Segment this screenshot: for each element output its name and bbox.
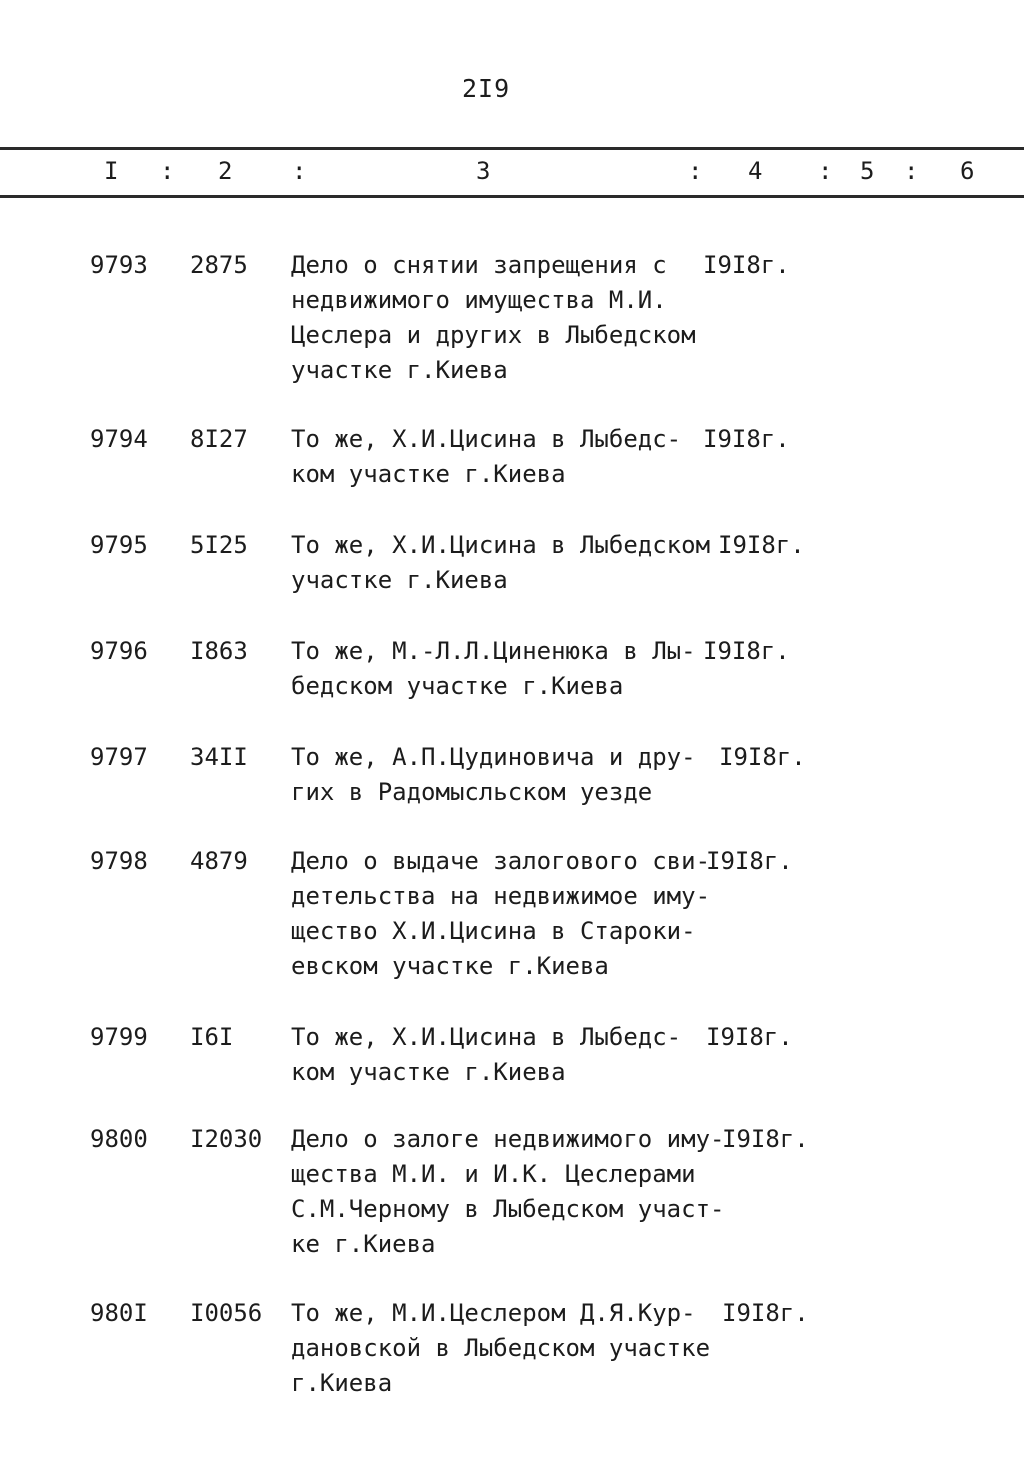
title-line: участке г.Киева <box>291 356 508 384</box>
record-number: 9800 <box>90 1125 148 1153</box>
record-title <box>291 528 721 598</box>
record-title <box>291 844 721 984</box>
old-record-number: I863 <box>190 637 248 665</box>
title-line: г.Киева <box>291 1369 393 1397</box>
old-record-number: 4879 <box>190 847 248 875</box>
header-rule-top <box>0 147 1024 150</box>
record-title <box>291 248 721 388</box>
record-number: 9796 <box>90 637 148 665</box>
title-line: дановской в Лыбедском участке <box>291 1334 711 1362</box>
header-col1: I <box>104 157 119 185</box>
title-line: То же, Х.И.Цисина в Лыбедс- <box>291 425 682 453</box>
record-title <box>291 1296 721 1401</box>
title-line: То же, Х.И.Цисина в Лыбедском <box>291 531 711 559</box>
title-line: ке г.Киева <box>291 1230 436 1258</box>
record-number: 9794 <box>90 425 148 453</box>
title-line: То же, М.-Л.Л.Циненюка в Лы- <box>291 637 696 665</box>
record-number: 980I <box>90 1299 148 1327</box>
title-line: гих в Радомысльском уезде <box>291 778 653 806</box>
header-col4: 4 <box>748 157 763 185</box>
header-separator: : <box>160 157 175 185</box>
title-line: Цеслера и других в Лыбедском <box>291 321 696 349</box>
record-title <box>291 422 721 492</box>
record-date: I9I8г. <box>703 425 790 453</box>
record-title <box>291 740 721 810</box>
title-line: бедском участке г.Киева <box>291 672 624 700</box>
old-record-number: 5I25 <box>190 531 248 559</box>
page-number: 2I9 <box>462 74 511 103</box>
old-record-number: 8I27 <box>190 425 248 453</box>
header-col6: 6 <box>960 157 975 185</box>
record-number: 9799 <box>90 1023 148 1051</box>
title-line: То же, Х.И.Цисина в Лыбедс- <box>291 1023 682 1051</box>
record-date: I9I8г. <box>722 1125 809 1153</box>
title-line: С.М.Черному в Лыбедском участ- <box>291 1195 725 1223</box>
record-number: 9797 <box>90 743 148 771</box>
title-line: щество Х.И.Цисина в Староки- <box>291 917 696 945</box>
title-line: ком участке г.Киева <box>291 460 566 488</box>
header-rule-bottom <box>0 195 1024 198</box>
record-title <box>291 1020 721 1090</box>
record-date: I9I8г. <box>706 847 793 875</box>
title-line: детельства на недвижимое иму- <box>291 882 711 910</box>
record-date: I9I8г. <box>703 637 790 665</box>
title-line: Дело о залоге недвижимого иму- <box>291 1125 725 1153</box>
old-record-number: I6I <box>190 1023 234 1051</box>
header-separator: : <box>688 157 703 185</box>
title-line: щества М.И. и И.К. Цеслерами <box>291 1160 696 1188</box>
record-date: I9I8г. <box>706 1023 793 1051</box>
old-record-number: 34II <box>190 743 248 771</box>
record-title <box>291 634 721 704</box>
header-col2: 2 <box>218 157 233 185</box>
old-record-number: I0056 <box>190 1299 263 1327</box>
record-title <box>291 1122 725 1262</box>
header-separator: : <box>292 157 307 185</box>
record-number: 9793 <box>90 251 148 279</box>
title-line: участке г.Киева <box>291 566 508 594</box>
title-line: Дело о выдаче залогового сви- <box>291 847 711 875</box>
header-separator: : <box>818 157 833 185</box>
title-line: ком участке г.Киева <box>291 1058 566 1086</box>
old-record-number: I2030 <box>190 1125 263 1153</box>
title-line: евском участке г.Киева <box>291 952 609 980</box>
title-line: Дело о снятии запрещения с <box>291 251 667 279</box>
record-date: I9I8г. <box>722 1299 809 1327</box>
old-record-number: 2875 <box>190 251 248 279</box>
record-number: 9795 <box>90 531 148 559</box>
header-separator: : <box>904 157 919 185</box>
record-date: I9I8г. <box>703 251 790 279</box>
title-line: недвижимого имущества М.И. <box>291 286 667 314</box>
header-col5: 5 <box>860 157 875 185</box>
record-number: 9798 <box>90 847 148 875</box>
record-date: I9I8г. <box>719 743 806 771</box>
title-line: То же, М.И.Цеслером Д.Я.Кур- <box>291 1299 696 1327</box>
record-date: I9I8г. <box>718 531 805 559</box>
title-line: То же, А.П.Цудиновича и дру- <box>291 743 696 771</box>
header-col3: 3 <box>476 157 491 185</box>
